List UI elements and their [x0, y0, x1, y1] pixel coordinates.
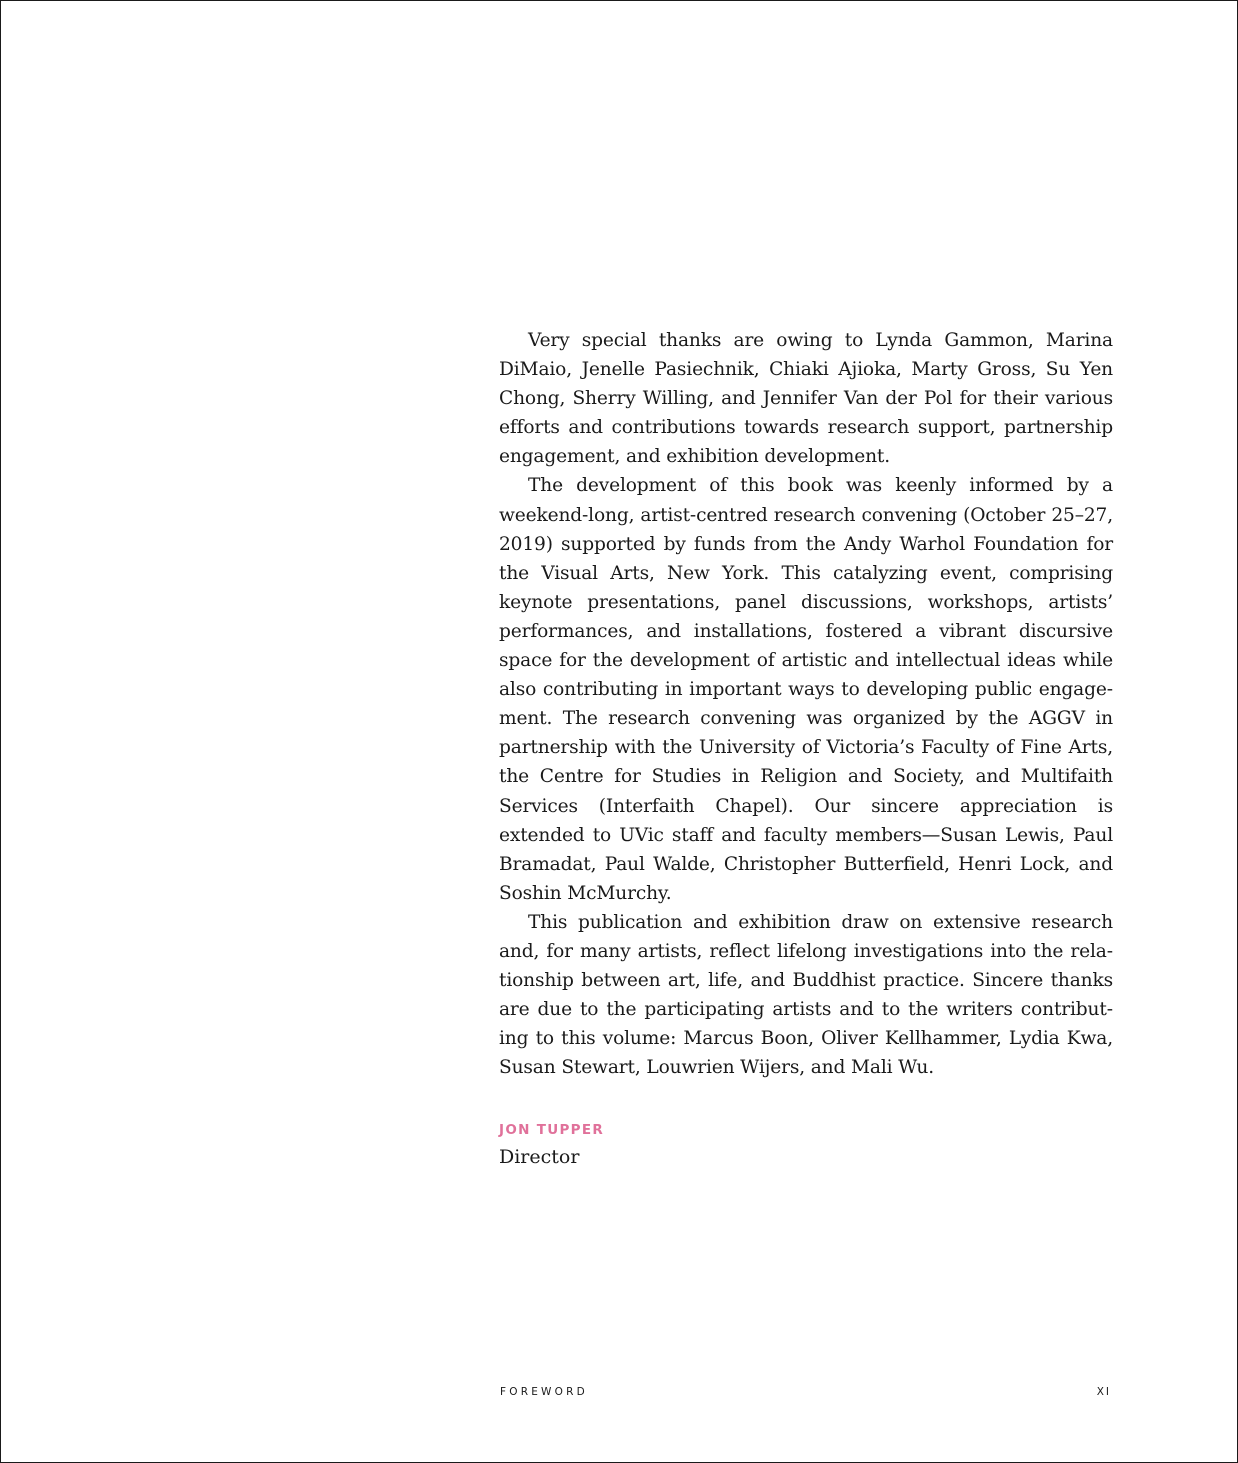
signatory-name: JON TUPPER — [499, 1122, 605, 1138]
paragraph-acknowledgements: Very special thanks are owing to Lynda Gammon, Marina DiMaio, Jenelle Pasiechnik, Chiaki Ajioka, Marty Gross, Su Yen Chong, Sherry Willing, and Jennifer Van der Pol for their various efforts and contributions towards research support, partnership engagement, and exhibition development. — [499, 330, 1113, 468]
paragraph-publication: This publication and exhibition draw on extensive research and, for many artists, reflect lifelong investigations into the relationship between art, life, and Buddhist practice. Sincere thanks are due to the participating artists and to the writers contributing to this volume: Marcus Boon, Oliver Kellhammer, Lydia Kwa, Susan Stewart, Louwrien Wijers, and Mali Wu. — [499, 911, 1113, 1079]
body-text — [499, 326, 1113, 1082]
running-footer-section: FOREWORD — [500, 1386, 588, 1398]
paragraph-research-convening: The development of this book was keenly informed by a weekend-long, artist-centred research convening (October 25–27, 2019) supported by funds from the Andy Warhol Foundation for the Visual Arts, New York. This catalyzing event, comprising keynote presentations, panel discussions, workshops, artists’ performances, and installations, fostered a vibrant discursive space for the development of artistic and intellectual ideas while also contributing in important ways to developing public engagement. The research convening was organized by the AGGV in partnership with the University of Victoria’s Faculty of Fine Arts, the Centre for Studies in Religion and Society, and Multifaith Services (Interfaith Chapel). Our sincere appreciation is extended to UVic staff and faculty members—Susan Lewis, Paul Bramadat, Paul Walde, Christopher Butterfield, Henri Lock, and Soshin McMurchy. — [499, 475, 1113, 904]
page-number: XI — [1096, 1386, 1111, 1398]
signatory-title: Director — [499, 1146, 580, 1168]
signature-block — [499, 1121, 899, 1169]
